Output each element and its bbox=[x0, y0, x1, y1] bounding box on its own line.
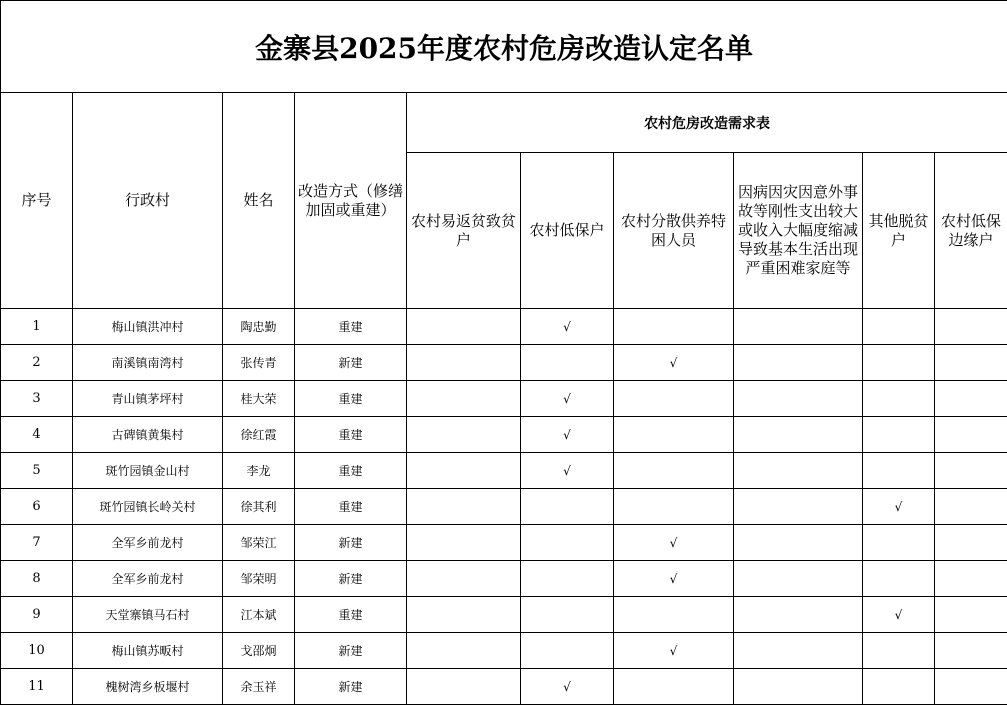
page-title: 金寨县2025年度农村危房改造认定名单 bbox=[1, 1, 1007, 93]
category-cell bbox=[935, 597, 1007, 633]
check-mark: √ bbox=[521, 669, 614, 705]
name-cell: 李龙 bbox=[223, 453, 295, 489]
category-cell bbox=[734, 381, 863, 417]
check-mark: √ bbox=[521, 381, 614, 417]
name-cell: 徐其利 bbox=[223, 489, 295, 525]
category-cell bbox=[521, 525, 614, 561]
table-row bbox=[1, 489, 1007, 525]
name-cell: 戈邵炯 bbox=[223, 633, 295, 669]
village-cell: 梅山镇洪冲村 bbox=[73, 309, 223, 345]
method-cell: 重建 bbox=[295, 453, 407, 489]
method-cell: 重建 bbox=[295, 417, 407, 453]
header-category-return-poverty: 农村易返贫致贫户 bbox=[407, 153, 521, 309]
method-cell: 新建 bbox=[295, 525, 407, 561]
category-cell bbox=[407, 417, 521, 453]
category-cell bbox=[407, 525, 521, 561]
village-cell: 槐树湾乡板堰村 bbox=[73, 669, 223, 705]
method-cell: 新建 bbox=[295, 345, 407, 381]
name-cell: 桂大荣 bbox=[223, 381, 295, 417]
category-cell bbox=[614, 417, 734, 453]
check-mark: √ bbox=[521, 417, 614, 453]
method-cell: 新建 bbox=[295, 669, 407, 705]
method-cell: 重建 bbox=[295, 489, 407, 525]
name-cell: 徐红霞 bbox=[223, 417, 295, 453]
seq-cell: 11 bbox=[1, 669, 73, 705]
village-cell: 梅山镇苏畈村 bbox=[73, 633, 223, 669]
name-cell: 陶忠勤 bbox=[223, 309, 295, 345]
category-cell bbox=[734, 345, 863, 381]
category-cell bbox=[935, 381, 1007, 417]
village-cell: 斑竹园镇长岭关村 bbox=[73, 489, 223, 525]
category-cell bbox=[734, 597, 863, 633]
category-cell bbox=[521, 561, 614, 597]
name-cell: 邹荣江 bbox=[223, 525, 295, 561]
category-cell bbox=[935, 633, 1007, 669]
category-cell bbox=[521, 345, 614, 381]
table-row bbox=[1, 381, 1007, 417]
seq-cell: 8 bbox=[1, 561, 73, 597]
header-village: 行政村 bbox=[73, 93, 223, 309]
method-cell: 重建 bbox=[295, 309, 407, 345]
category-cell bbox=[521, 597, 614, 633]
name-cell: 邹荣明 bbox=[223, 561, 295, 597]
category-cell bbox=[935, 525, 1007, 561]
category-cell bbox=[614, 597, 734, 633]
category-cell bbox=[614, 309, 734, 345]
category-cell bbox=[863, 525, 935, 561]
category-cell bbox=[863, 345, 935, 381]
name-cell: 余玉祥 bbox=[223, 669, 295, 705]
category-cell bbox=[863, 669, 935, 705]
check-mark: √ bbox=[614, 633, 734, 669]
category-cell bbox=[935, 489, 1007, 525]
table-row bbox=[1, 453, 1007, 489]
seq-cell: 3 bbox=[1, 381, 73, 417]
check-mark: √ bbox=[614, 561, 734, 597]
table-row bbox=[1, 417, 1007, 453]
category-cell bbox=[734, 561, 863, 597]
category-cell bbox=[521, 489, 614, 525]
category-cell bbox=[863, 633, 935, 669]
seq-cell: 10 bbox=[1, 633, 73, 669]
check-mark: √ bbox=[614, 525, 734, 561]
method-cell: 新建 bbox=[295, 633, 407, 669]
seq-cell: 6 bbox=[1, 489, 73, 525]
category-cell bbox=[863, 417, 935, 453]
seq-cell: 1 bbox=[1, 309, 73, 345]
check-mark: √ bbox=[863, 597, 935, 633]
seq-cell: 2 bbox=[1, 345, 73, 381]
category-cell bbox=[407, 669, 521, 705]
village-cell: 斑竹园镇金山村 bbox=[73, 453, 223, 489]
category-cell bbox=[407, 345, 521, 381]
header-method: 改造方式（修缮加固或重建） bbox=[295, 93, 407, 309]
table-row bbox=[1, 561, 1007, 597]
village-cell: 天堂寨镇马石村 bbox=[73, 597, 223, 633]
category-cell bbox=[407, 561, 521, 597]
category-cell bbox=[734, 525, 863, 561]
category-cell bbox=[407, 381, 521, 417]
table-row bbox=[1, 309, 1007, 345]
category-cell bbox=[935, 345, 1007, 381]
village-cell: 全军乡前龙村 bbox=[73, 525, 223, 561]
check-mark: √ bbox=[614, 345, 734, 381]
village-cell: 古碑镇黄集村 bbox=[73, 417, 223, 453]
category-cell bbox=[734, 309, 863, 345]
header-category-low-income: 农村低保户 bbox=[521, 153, 614, 309]
header-demand-group: 农村危房改造需求表 bbox=[407, 93, 1007, 153]
village-cell: 南溪镇南湾村 bbox=[73, 345, 223, 381]
table-row bbox=[1, 345, 1007, 381]
category-cell bbox=[734, 669, 863, 705]
category-cell bbox=[935, 309, 1007, 345]
header-category-severe-difficulty: 因病因灾因意外事故等刚性支出较大或收入大幅度缩减导致基本生活出现严重困难家庭等 bbox=[734, 153, 863, 309]
header-name: 姓名 bbox=[223, 93, 295, 309]
category-cell bbox=[935, 453, 1007, 489]
category-cell bbox=[734, 633, 863, 669]
category-cell bbox=[734, 453, 863, 489]
category-cell bbox=[734, 417, 863, 453]
header-category-low-income-marginal: 农村低保边缘户 bbox=[935, 153, 1007, 309]
category-cell bbox=[935, 561, 1007, 597]
category-cell bbox=[863, 381, 935, 417]
category-cell bbox=[407, 597, 521, 633]
table-row bbox=[1, 525, 1007, 561]
seq-cell: 7 bbox=[1, 525, 73, 561]
category-cell bbox=[734, 489, 863, 525]
table-row bbox=[1, 669, 1007, 705]
seq-cell: 5 bbox=[1, 453, 73, 489]
category-cell bbox=[863, 561, 935, 597]
category-cell bbox=[407, 309, 521, 345]
header-category-other-poverty-exit: 其他脱贫户 bbox=[863, 153, 935, 309]
category-cell bbox=[614, 453, 734, 489]
method-cell: 重建 bbox=[295, 381, 407, 417]
category-cell bbox=[935, 417, 1007, 453]
seq-cell: 9 bbox=[1, 597, 73, 633]
check-mark: √ bbox=[863, 489, 935, 525]
method-cell: 新建 bbox=[295, 561, 407, 597]
table-row bbox=[1, 633, 1007, 669]
village-cell: 全军乡前龙村 bbox=[73, 561, 223, 597]
name-cell: 江本斌 bbox=[223, 597, 295, 633]
header-seq: 序号 bbox=[1, 93, 73, 309]
village-cell: 青山镇茅坪村 bbox=[73, 381, 223, 417]
category-cell bbox=[614, 489, 734, 525]
name-cell: 张传青 bbox=[223, 345, 295, 381]
category-cell bbox=[407, 453, 521, 489]
category-cell bbox=[863, 309, 935, 345]
table-row bbox=[1, 597, 1007, 633]
check-mark: √ bbox=[521, 309, 614, 345]
category-cell bbox=[407, 633, 521, 669]
category-cell bbox=[407, 489, 521, 525]
seq-cell: 4 bbox=[1, 417, 73, 453]
category-cell bbox=[614, 381, 734, 417]
category-cell bbox=[863, 453, 935, 489]
category-cell bbox=[521, 633, 614, 669]
method-cell: 重建 bbox=[295, 597, 407, 633]
category-cell bbox=[935, 669, 1007, 705]
category-cell bbox=[614, 669, 734, 705]
check-mark: √ bbox=[521, 453, 614, 489]
header-category-special-hardship: 农村分散供养特困人员 bbox=[614, 153, 734, 309]
